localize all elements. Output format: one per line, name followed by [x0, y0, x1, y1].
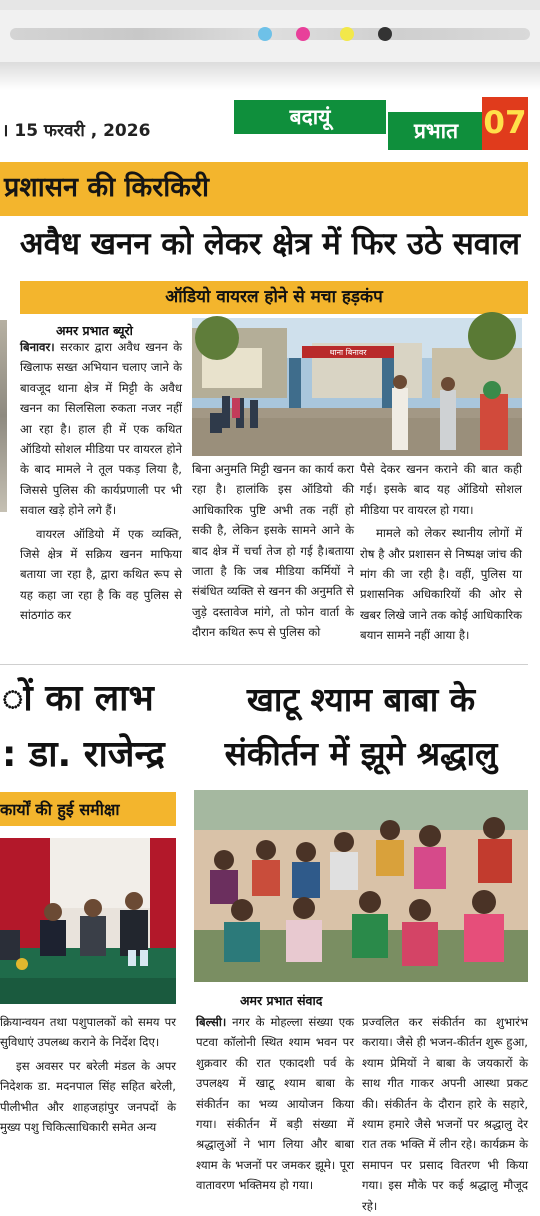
left-column-text: क्रियान्वयन तथा पशुपालकों को समय पर सुविधाएं उपलब्ध कराने के निर्देश दिए।: [0, 1015, 176, 1050]
bhajan-headline-line2: संकीर्तन में झूमे श्रद्धालु: [224, 734, 498, 773]
main-column-1-para2: वायरल ऑडियो में एक व्यक्ति, जिसे क्षेत्र में सक्रिय खनन माफिया बताया जा रहा है, द्वारा कथित रूप से यह कहा जा रहा है कि वह पुलिस से सांठगांठ कर: [20, 526, 182, 623]
left-headline-line1: ों का लाभ: [2, 678, 154, 719]
publication-date: । 15 फरवरी , 2026: [2, 121, 151, 141]
cropped-photo-edge: [0, 320, 7, 512]
bhajan-column-1-text: नगर के मोहल्ला संख्या एक पटवा कॉलोनी स्थित श्याम भवन पर शुक्रवार की रात एकादशी पर्व के उपलक्ष्य में खाटू श्याम बाबा के संकीर्तन का भव्य आयोजन किया गया। संकीर्तन में बड़ी संख्या में श्रद्धालुओं ने भाग लिया और बाबा श्याम के भजनों पर जमकर झूमे। पूरा वातावरण भक्तिमय हो गया।: [196, 1015, 355, 1193]
main-subheadline: ऑडियो वायरल होने से मचा हड़कंप: [165, 287, 383, 307]
left-column: [0, 1012, 176, 1137]
left-subheadline: कार्यों की हुई समीक्षा: [0, 800, 120, 819]
yellow-registration-dot: [340, 27, 354, 41]
page-number: 07: [482, 97, 528, 150]
brand-name: प्रभात: [388, 112, 484, 150]
top-blurred-strip: [0, 0, 540, 63]
sankirtan-photo: [194, 790, 528, 982]
cyan-registration-dot: [258, 27, 272, 41]
sankirtan-photo-art: [194, 790, 528, 982]
city-name: बदायूं: [232, 98, 388, 136]
main-byline: अमर प्रभात ब्यूरो: [56, 323, 133, 338]
bhajan-headline-line1: खाटू श्याम बाबा के: [246, 680, 476, 719]
main-dateline: बिनावर।: [20, 340, 55, 354]
page-shadow: [0, 62, 540, 90]
left-column-para2: इस अवसर पर बरेली मंडल के अपर निदेशक डा. मदनपाल सिंह सहित बरेली, पीलीभीत और शाहजहांपुर जनपदों के मुख्य पशु चिकित्साधिकारी समेत अन्य: [0, 1058, 176, 1135]
main-column-1: [20, 337, 182, 626]
bhajan-byline: अमर प्रभात संवाद: [240, 993, 323, 1008]
story-kicker: प्रशासन की किरकिरी: [4, 172, 210, 203]
police-station-photo: [192, 318, 522, 456]
black-registration-dot: [378, 27, 392, 41]
story-divider: [0, 664, 528, 665]
main-column-3-para2: मामले को लेकर स्थानीय लोगों में रोष है और प्रशासन से निष्पक्ष जांच की मांग की जा रही है। वहीं, पुलिस या प्रशासनिक अधिकारियों की ओर से खबर लिखे जाने तक कोई आधिकारिक बयान सामने नहीं आया है।: [360, 526, 522, 643]
left-headline-line2: : डा. राजेन्द्र: [2, 734, 165, 775]
main-column-3: [360, 459, 522, 646]
bhajan-dateline: बिल्सी।: [196, 1015, 227, 1029]
meeting-photo-art: [0, 838, 176, 1004]
bhajan-column-2: प्रज्वलित कर संकीर्तन का शुभारंभ कराया। जैसे ही भजन-कीर्तन शुरू हुआ, श्याम प्रेमियों ने बाबा के जयकारों के साथ गीत गाकर अपनी आस्था प्रकट की। संकीर्तन के दौरान हारे के सहारे, श्याम हमारे जैसे भजनों पर श्रद्धालु देर रात तक भक्ति में लीन रहे। कार्यक्रम के समापन पर प्रसाद वितरण भी किया गया। इस मौके पर कई श्रद्धालु मौजूद रहे।: [362, 1015, 528, 1213]
bhajan-column-1: [196, 1012, 354, 1200]
meeting-photo: [0, 838, 176, 1004]
main-headline: अवैध खनन को लेकर क्षेत्र में फिर उठे सवाल: [19, 226, 521, 262]
police-station-photo-art: [192, 318, 522, 456]
main-column-1-text: सरकार द्वारा अवैध खनन के खिलाफ सख्त अभियान चलाए जाने के बावजूद थाना क्षेत्र में मिट्टी के अवैध खनन का सिलसिला रुकता नजर नहीं आ रहा है। हाल ही में एक कथित ऑडियो सोशल मीडिया पर वायरल होने के बाद मामले ने तूल पकड़ लिया है, जिससे पुलिस की कार्यप्रणाली पर भी सवाल खड़े होने लगे हैं।: [20, 340, 182, 518]
main-column-3-text: पैसे देकर खनन कराने की बात कही गई। इसके बाद यह ऑडियो सोशल मीडिया पर वायरल हो गया।: [360, 462, 522, 517]
main-column-2: बिना अनुमति मिट्टी खनन का कार्य करा रहा है। हालांकि इस ऑडियो की आधिकारिक पुष्टि अभी तक नहीं हो सकी है, लेकिन इसके सामने आने के बाद क्षेत्र में चर्चा तेज हो गई है।बताया जाता है कि जब मीडिया कर्मियों ने संबंधित व्यक्ति से खनन की अनुमति से जुड़े दस्तावेज मांगे, तो फोन वार्ता के दौरान कथित रूप से पुलिस को: [192, 462, 354, 640]
top-blur: [0, 0, 540, 10]
magenta-registration-dot: [296, 27, 310, 41]
police-station-sign: थाना बिनावर: [329, 348, 367, 357]
